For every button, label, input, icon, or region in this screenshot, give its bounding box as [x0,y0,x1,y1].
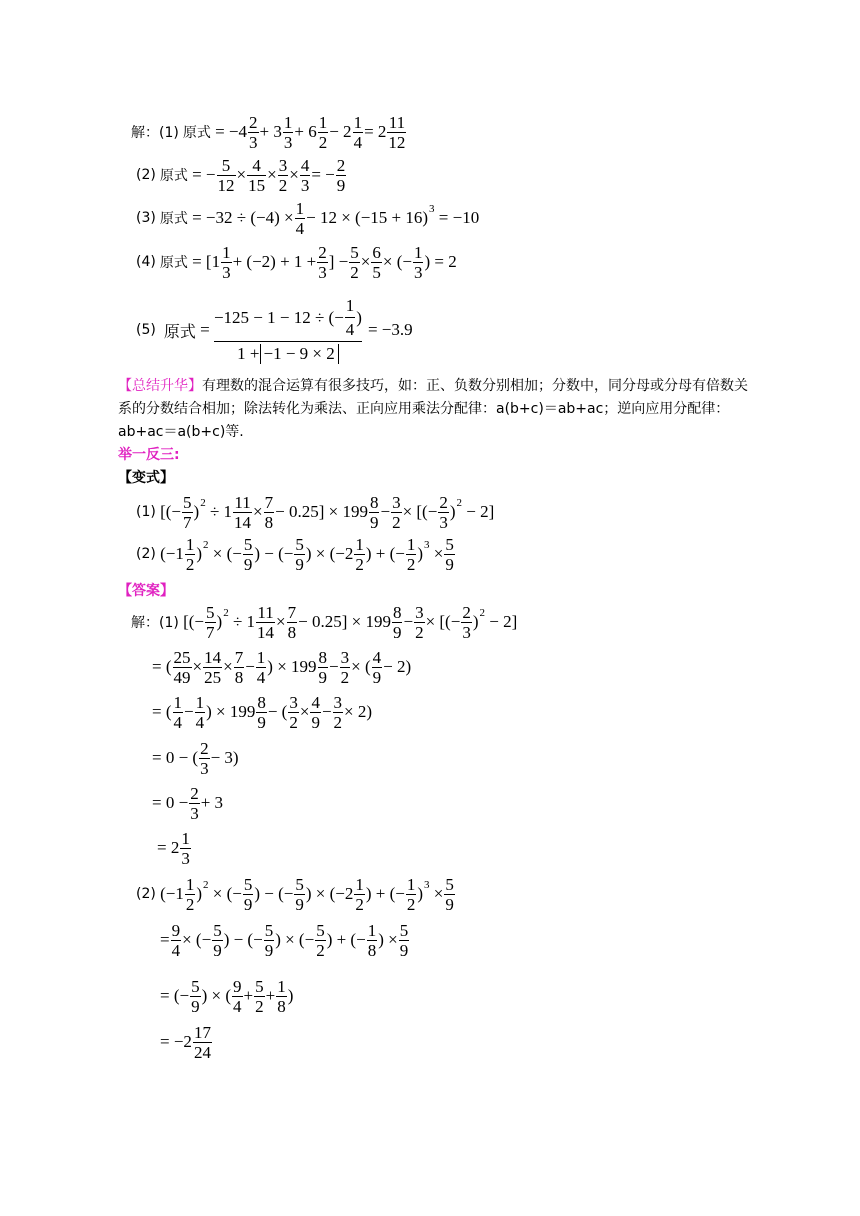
answer-1-line-5: = 0 − $\frac{2}{3}$ + 3 [152,783,224,823]
answer-heading: 【答案】 [118,583,174,599]
summary-text: 有理数的混合运算有很多技巧，如：正、负数分别相加；分数中，同分母或分母有倍数关系的分数结合相加；除法转化为乘法、正向应用乘法分配律：a(b+c)＝ab+ac；逆向应用分配律：ab+ac＝a(b+c)等. [118,378,748,440]
answer-1-line-4: = 0 − ( $\frac{2}{3}$ − 3) [152,738,239,778]
solution-3: (3) 原式 = −32 ÷ (−4) × $\frac{1}{4}$ − 12 × (−15 + 16) 3 = −10 [136,198,480,238]
solution-1: 解：(1) 原式 = −4 $\frac{2}{3}$ + 3 $\frac{1}{3}$ + 6 $\frac{1}{2}$ − 2 $\frac{1}{4}$ = 2 $\frac{11}{12}$ [131,112,406,152]
solution-5: (5) 原式 = −125 − 1 − 12 ÷ (− $\frac{1}{4}$ ) 1 + −1 − 9 × 2 = −3.9 [136,296,413,363]
solution-2: (2) 原式 = − $\frac{5}{12}$ × $\frac{4}{15}$ × $\frac{3}{2}$ × $\frac{4}{3}$ = − $\frac{2}{9}$ [136,155,346,195]
variant-1-label: (1) [136,504,156,520]
solution-3-label: (3) [136,210,156,226]
variant-2-label: (2) [136,546,156,562]
answer-1-line-6: = 2 $\frac{1}{3}$ [157,828,190,868]
solution-4-label: (4) [136,254,156,270]
answer-2-line-2: = $\frac{9}{4}$ × (− $\frac{5}{9}$ ) − (− $\frac{5}{9}$ ) × (− $\frac{5}{2}$ ) + (− $\frac{1}{8}$ ) × $\frac{5}{9}$ [160,920,409,960]
answer-2-line-3: = (− $\frac{5}{9}$ ) × ( $\frac{9}{4}$ + $\frac{5}{2}$ + $\frac{1}{8}$ ) [160,976,294,1016]
variant-2: (2) (−1 $\frac{1}{2}$ ) 2 × (− $\frac{5}{9}$ ) − (− $\frac{5}{9}$ ) × (−2 $\frac{1}{2}$ ) + (− $\frac{1}{2}$ ) 3 × $\frac{5}{9}$ [136,534,454,574]
variant-1: (1) [(− $\frac{5}{7}$ ) 2 ÷ 1 $\frac{11}{14}$ × $\frac{7}{8}$ − 0.25] × 199 $\frac{8}{9}$ − $\frac{3}{2}$ × [(− $\frac{2}{3}$ ) 2 − 2] [136,492,495,532]
yuanshi: 原式 [159,255,188,271]
solution-5-label: (5) [136,322,156,338]
answer-1-line-2: = ( $\frac{25}{49}$ × $\frac{14}{25}$ × $\frac{7}{8}$ − $\frac{1}{4}$ ) × 199 $\frac{8}{9}$ − $\frac{3}{2}$ × ( $\frac{4}{9}$ − 2) [152,647,412,687]
answer-2-line-4: = −2 $\frac{17}{24}$ [160,1022,211,1062]
complex-fraction: −125 − 1 − 12 ÷ (− $\frac{1}{4}$ ) 1 + −1 − 9 × 2 [213,296,362,363]
bianshi-heading: 【变式】 [118,470,174,486]
solution-2-label: (2) [136,167,156,183]
answer-1-line-3: = ( $\frac{1}{4}$ − $\frac{1}{4}$ ) × 199 $\frac{8}{9}$ − ( $\frac{3}{2}$ × $\frac{4}{9}$ − $\frac{3}{2}$ × 2) [152,692,373,732]
yuanshi: 原式 [159,211,188,227]
answer-label: 解：(1) [131,615,179,631]
answer-1-line-1: 解：(1) [(− $\frac{5}{7}$ ) 2 ÷ 1 $\frac{11}{14}$ × $\frac{7}{8}$ − 0.25] × 199 $\frac{8}{9}$ − $\frac{3}{2}$ × [(− $\frac{2}{3}$ ) 2 − 2] [131,602,518,642]
absolute-value: −1 − 9 × 2 [260,344,339,364]
answer-2-label: (2) [136,886,156,902]
solution-label: 解：(1) [131,125,179,141]
solution-4: (4) 原式 = [1 $\frac{1}{3}$ + (−2) + 1 + $\frac{2}{3}$ ] − $\frac{5}{2}$ × $\frac{6}{5}$ × (− $\frac{1}{3}$ ) = 2 [136,242,457,282]
answer-2-line-1: (2) (−1 $\frac{1}{2}$ ) 2 × (− $\frac{5}{9}$ ) − (− $\frac{5}{9}$ ) × (−2 $\frac{1}{2}$ ) + (− $\frac{1}{2}$ ) 3 × $\frac{5}{9}$ [136,874,454,914]
yuanshi: 原式 [163,321,196,341]
p5-numerator: −125 − 1 − 12 ÷ (− [213,307,344,327]
summary-paragraph [118,375,758,444]
p5-result: = −3.9 [367,320,413,339]
yuanshi: 原式 [159,168,188,184]
summary-label: 【总结升华】 [118,378,202,394]
p5-denominator: 1 + [237,344,260,363]
juyi-heading: 举一反三: [118,447,180,463]
yuanshi: 原式 [182,125,211,141]
